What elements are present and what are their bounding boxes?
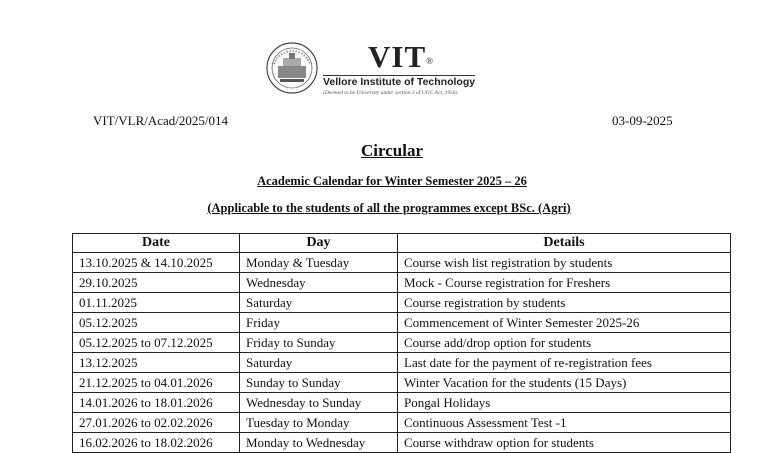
cell-details: Course add/drop option for students [398, 333, 731, 353]
logo-wordmark: VIT® [368, 39, 434, 74]
institute-name: Vellore Institute of Technology [323, 76, 476, 88]
reference-number: VIT/VLR/Acad/2025/014 [93, 113, 229, 128]
header-day: Day [240, 234, 398, 253]
table-row [73, 293, 731, 313]
circular-date: 03-09-2025 [612, 113, 673, 128]
table-row [73, 313, 731, 333]
cell-details: Mock - Course registration for Freshers [398, 273, 731, 293]
document-title: Circular [360, 141, 423, 160]
cell-details: Last date for the payment of re-registration fees [398, 353, 731, 373]
cell-details: Course withdraw option for students [398, 433, 731, 453]
table-row [73, 433, 731, 453]
cell-day: Saturday [240, 353, 398, 373]
cell-day: Monday & Tuesday [240, 253, 398, 273]
document-subtitle: Academic Calendar for Winter Semester 2025 – 26 [257, 174, 527, 188]
cell-day: Friday [240, 313, 398, 333]
cell-day: Tuesday to Monday [240, 413, 398, 433]
cell-details: Continuous Assessment Test -1 [398, 413, 731, 433]
table-row [73, 273, 731, 293]
table-row [73, 333, 731, 353]
cell-date: 27.01.2026 to 02.02.2026 [73, 413, 240, 433]
table-header-row [73, 234, 731, 253]
cell-date: 01.11.2025 [73, 293, 240, 313]
table-row [73, 393, 731, 413]
cell-date: 21.12.2025 to 04.01.2026 [73, 373, 240, 393]
cell-date: 13.10.2025 & 14.10.2025 [73, 253, 240, 273]
cell-day: Saturday [240, 293, 398, 313]
cell-date: 29.10.2025 [73, 273, 240, 293]
cell-date: 05.12.2025 [73, 313, 240, 333]
applicability-note: (Applicable to the students of all the programmes except BSc. (Agri) [207, 201, 571, 215]
university-seal-icon [266, 42, 318, 94]
cell-day: Sunday to Sunday [240, 373, 398, 393]
table-row [73, 373, 731, 393]
cell-details: Pongal Holidays [398, 393, 731, 413]
cell-date: 14.01.2026 to 18.01.2026 [73, 393, 240, 413]
table-row [73, 413, 731, 433]
cell-details: Course registration by students [398, 293, 731, 313]
header-date: Date [73, 234, 240, 253]
cell-day: Friday to Sunday [240, 333, 398, 353]
table-row [73, 253, 731, 273]
cell-day: Monday to Wednesday [240, 433, 398, 453]
table-row [73, 353, 731, 373]
header-details: Details [398, 234, 731, 253]
academic-calendar-table [72, 233, 731, 453]
cell-date: 16.02.2026 to 18.02.2026 [73, 433, 240, 453]
cell-details: Commencement of Winter Semester 2025-26 [398, 313, 731, 333]
cell-date: 13.12.2025 [73, 353, 240, 373]
cell-date: 05.12.2025 to 07.12.2025 [73, 333, 240, 353]
cell-details: Course wish list registration by students [398, 253, 731, 273]
institute-subtitle: (Deemed to be University under section 3 of UGC Act, 1956) [323, 90, 458, 96]
cell-details: Winter Vacation for the students (15 Days) [398, 373, 731, 393]
vit-logo [266, 40, 481, 102]
cell-day: Wednesday to Sunday [240, 393, 398, 413]
cell-day: Wednesday [240, 273, 398, 293]
